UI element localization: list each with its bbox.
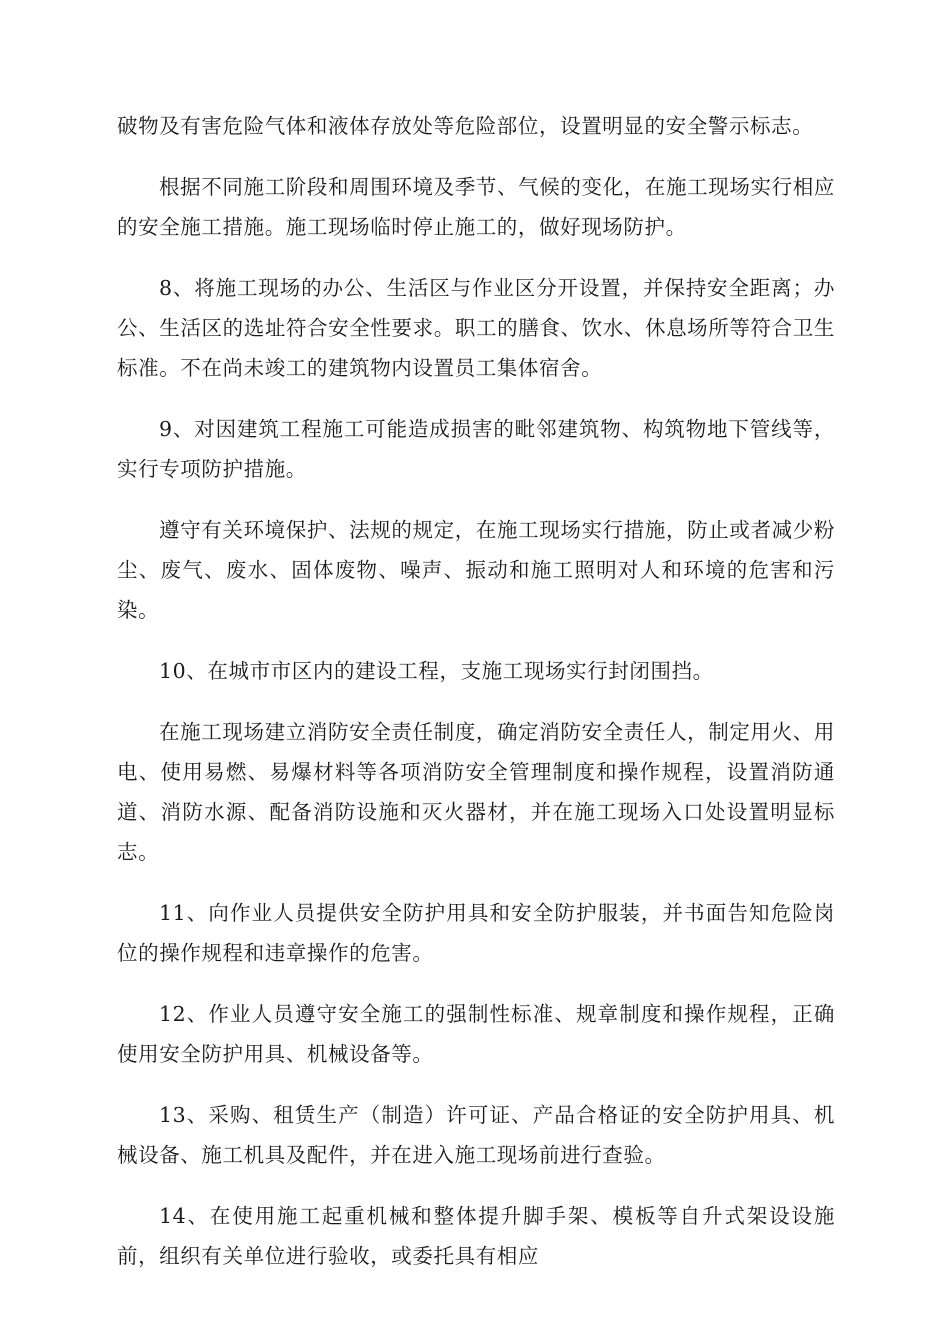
document-page — [117, 106, 835, 1297]
paragraph-9: 12、作业人员遵守安全施工的强制性标准、规章制度和操作规程，正确使用安全防护用具、机械设备等。 — [117, 1002, 835, 1066]
paragraph-4: 9、对因建筑工程施工可能造成损害的毗邻建筑物、构筑物地下管线等，实行专项防护措施。 — [117, 417, 835, 481]
paragraph-8: 11、向作业人员提供安全防护用具和安全防护服装，并书面告知危险岗位的操作规程和违章操作的危害。 — [117, 901, 835, 965]
paragraph-3: 8、将施工现场的办公、生活区与作业区分开设置，并保持安全距离；办公、生活区的选址符合安全性要求。职工的膳食、饮水、休息场所等符合卫生标准。不在尚未竣工的建筑物内设置员工集体宿舍。 — [117, 276, 835, 380]
paragraph-6: 10、在城市市区内的建设工程，支施工现场实行封闭围挡。 — [159, 659, 714, 683]
paragraph-1: 破物及有害危险气体和液体存放处等危险部位，设置明显的安全警示标志。 — [117, 114, 814, 138]
paragraph-7: 在施工现场建立消防安全责任制度，确定消防安全责任人，制定用火、用电、使用易燃、易爆材料等各项消防安全管理制度和操作规程，设置消防通道、消防水源、配备消防设施和灭火器材，并在施工现场入口处设置明显标志。 — [117, 720, 835, 864]
paragraph-10: 13、采购、租赁生产（制造）许可证、产品合格证的安全防护用具、机械设备、施工机具及配件，并在进入施工现场前进行查验。 — [117, 1103, 835, 1167]
paragraph-11: 14、在使用施工起重机械和整体提升脚手架、模板等自升式架设设施前，组织有关单位进行验收，或委托具有相应 — [117, 1204, 835, 1268]
paragraph-2: 根据不同施工阶段和周围环境及季节、气候的变化，在施工现场实行相应的安全施工措施。施工现场临时停止施工的，做好现场防护。 — [117, 175, 835, 239]
paragraph-5: 遵守有关环境保护、法规的规定，在施工现场实行措施，防止或者减少粉尘、废气、废水、固体废物、噪声、振动和施工照明对人和环境的危害和污染。 — [117, 518, 835, 622]
